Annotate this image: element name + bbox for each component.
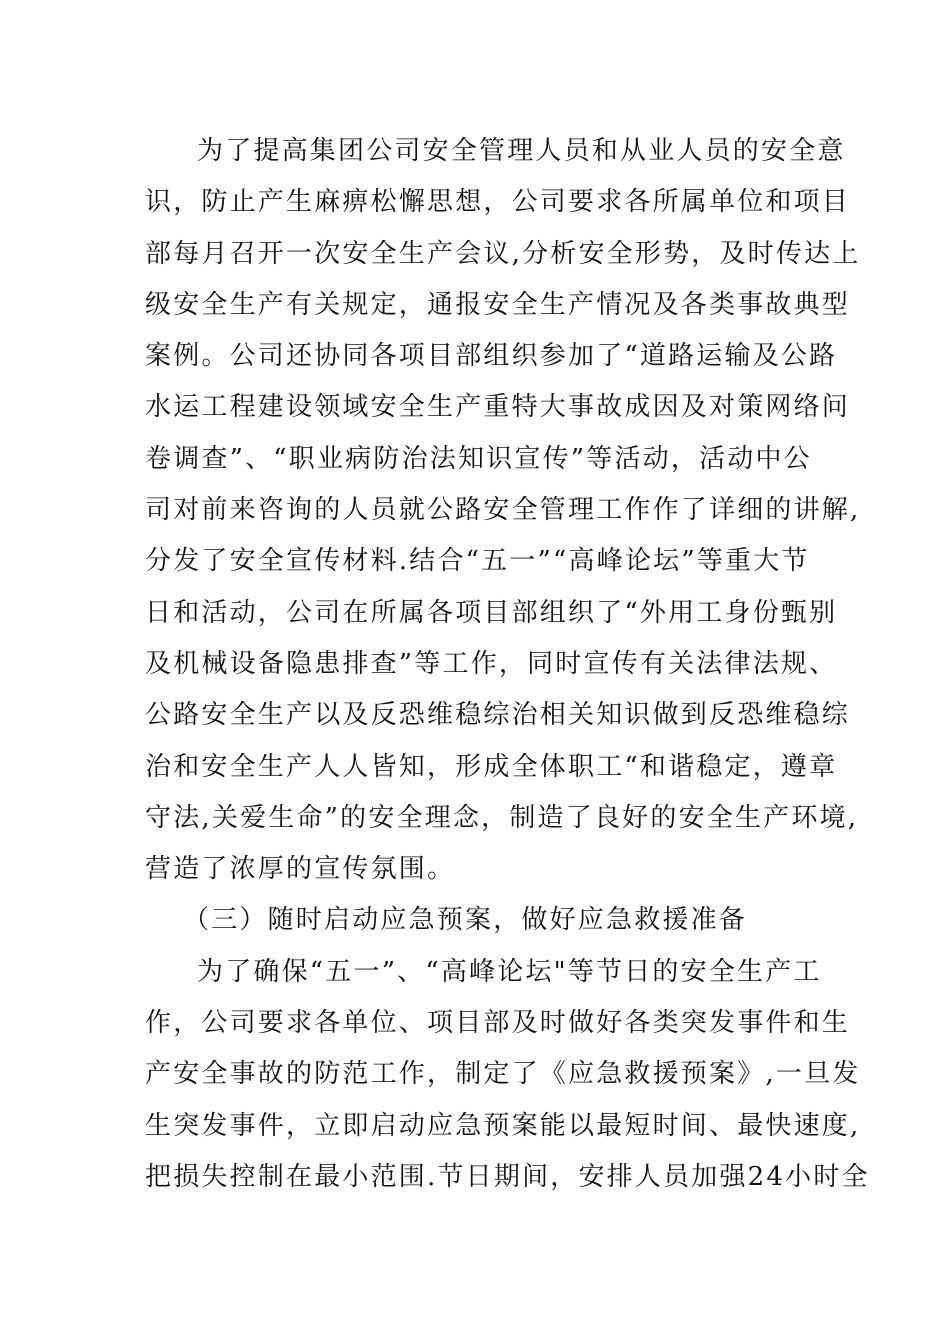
paragraph-line: 公路安全生产以及反恐维稳综治相关知识做到反恐维稳综	[145, 700, 851, 731]
paragraph-line: 卷调查”、“职业病防治法知识宣传”等活动，活动中公	[145, 443, 812, 474]
paragraph-line: 级安全生产有关规定，通报安全生产情况及各类事故典型	[145, 289, 851, 320]
paragraph-line: 水运工程建设领域安全生产重特大事故成因及对策网络问	[145, 392, 851, 423]
paragraph-line: 司对前来咨询的人员就公路安全管理工作作了详细的讲解,	[145, 495, 861, 526]
paragraph-line: 分发了安全宣传材料.结合“五一”“高峰论坛”等重大节	[145, 546, 810, 577]
paragraph-line: 为了确保“五一”、“高峰论坛"等节日的安全生产工	[197, 956, 822, 987]
paragraph-line: 治和安全生产人人皆知，形成全体职工“和谐稳定，遵章	[145, 751, 838, 782]
paragraph-line: 把损失控制在最小范围.节日期间，安排人员加强24小时全	[145, 1161, 870, 1192]
paragraph-line: 为了提高集团公司安全管理人员和从业人员的安全意	[197, 136, 846, 166]
paragraph-line: 部每月召开一次安全生产会议,分析安全形势，及时传达上	[145, 238, 861, 269]
paragraph-line: 及机械设备隐患排查”等工作，同时宣传有关法律法规、	[145, 648, 838, 679]
paragraph-line: 产安全事故的防范工作，制定了《应急救援预案》,一旦发	[145, 1059, 861, 1090]
paragraph-line: 案例。公司还协同各项目部组织参加了“道路运输及公路	[145, 341, 838, 372]
paragraph-line: 作，公司要求各单位、项目部及时做好各类突发事件和生	[145, 1008, 851, 1039]
paragraph-line: 日和活动，公司在所属各项目部组织了“外用工身份甄别	[145, 597, 838, 628]
paragraph-line: 生突发事件，立即启动应急预案能以最短时间、最快速度,	[145, 1110, 861, 1141]
paragraph-line: 识，防止产生麻痹松懈思想，公司要求各所属单位和项目	[145, 187, 851, 218]
paragraph-line: 营造了浓厚的宣传氛围。	[145, 854, 456, 885]
section-heading: （三）随时启动应急预案，做好应急救援准备	[183, 905, 748, 936]
body-text	[145, 126, 870, 1203]
paragraph-line: 守法,关爱生命”的安全理念，制造了良好的安全生产环境,	[145, 802, 859, 833]
